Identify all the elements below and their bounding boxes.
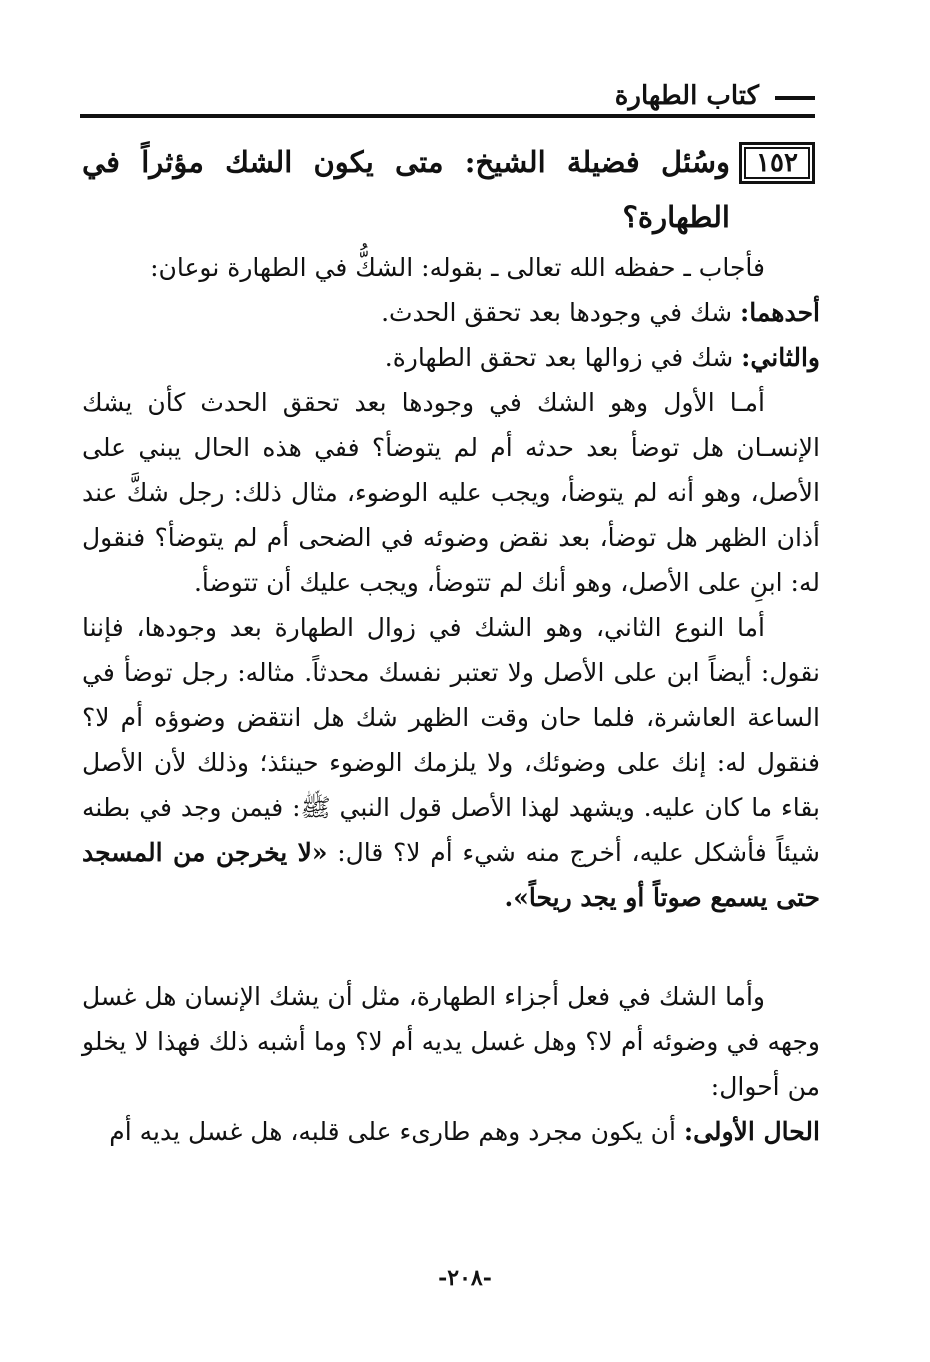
paragraph-first-type: أمـا الأول وهو الشك في وجودها بعد تحقق الحدث كأن يشك الإنسـان هل توضأ بعد حدثه أم لم يتوضأ؟ ففي هذه الحال يبني على الأصل، وهو أنه لم يتوضأ، ويجب عليه الوضوء، مثال ذلك: رجل شكَّ عند أذان الظهر هل توضأ، بعد نقض وضوئه في الضحى أم لم يتوضأ؟ فنقول له: ابنِ على الأصل، وهو أنك لم تتوضأ، ويجب عليك أن تتوضأ. xyxy=(82,388,820,597)
answer-intro: فأجاب ـ حفظه الله تعالى ـ بقوله: الشكُّ في الطهارة نوعان: xyxy=(150,253,765,282)
paragraph-second-type xyxy=(82,605,820,920)
paragraph-gap xyxy=(82,920,820,974)
case-one-text: أن يكون مجرد وهم طارىء على قلبه، هل غسل يديه أم xyxy=(109,1117,676,1146)
case-one-label: الحال الأولى: xyxy=(683,1117,820,1146)
question-text xyxy=(82,135,820,245)
paragraph-second-type-text: أما النوع الثاني، وهو الشك في زوال الطهارة بعد وجودها، فإننا نقول: أيضاً ابن على الأصل ولا تعتبر نفسك محدثاً. مثاله: رجل توضأ في الساعة العاشرة، فلما حان وقت الظهر شك هل انتقض وضوؤه أم لا؟ فنقول له: إنك على وضوئك، ولا يلزمك الوضوء حينئذ؛ وذلك لأن الأصل بقاء ما كان عليه. ويشهد لهذا الأصل قول النبي ﷺ: فيمن وجد في بطنه شيئاً فأشكل عليه، أخرج منه شيء أم لا؟ قال: xyxy=(82,613,820,867)
paragraph-parts-doubt: وأما الشك في فعل أجزاء الطهارة، مثل أن يشك الإنسان هل غسل وجهه في وضوئه أم لا؟ وهل غسل يديه أم لا؟ وما أشبه ذلك فهذا لا يخلو من أحوال: xyxy=(82,982,820,1101)
type-two-text: شك في زوالها بعد تحقق الطهارة. xyxy=(384,343,734,372)
type-one-text: شك في وجودها بعد تحقق الحدث. xyxy=(381,298,733,327)
header-dash xyxy=(775,96,815,100)
page-number: -٢٠٨- xyxy=(438,1265,492,1291)
type-one-label: أحدهما: xyxy=(739,298,820,327)
page-body xyxy=(82,135,820,1154)
type-two xyxy=(82,335,820,380)
question-body: وسُئل فضيلة الشيخ: متى يكون الشك مؤثراً في الطهارة؟ xyxy=(82,145,730,234)
running-header xyxy=(80,78,815,118)
type-two-label: والثاني: xyxy=(741,343,820,372)
case-one xyxy=(82,1109,820,1154)
hadith-quote: «لا يخرجن من المسجد حتى يسمع صوتاً أو يجد ريحاً». xyxy=(82,838,820,912)
question-number-box: ١٥٢ xyxy=(739,142,815,184)
header-title: كتاب الطهارة xyxy=(607,78,767,114)
type-one xyxy=(82,290,820,335)
header-rule xyxy=(80,114,815,118)
